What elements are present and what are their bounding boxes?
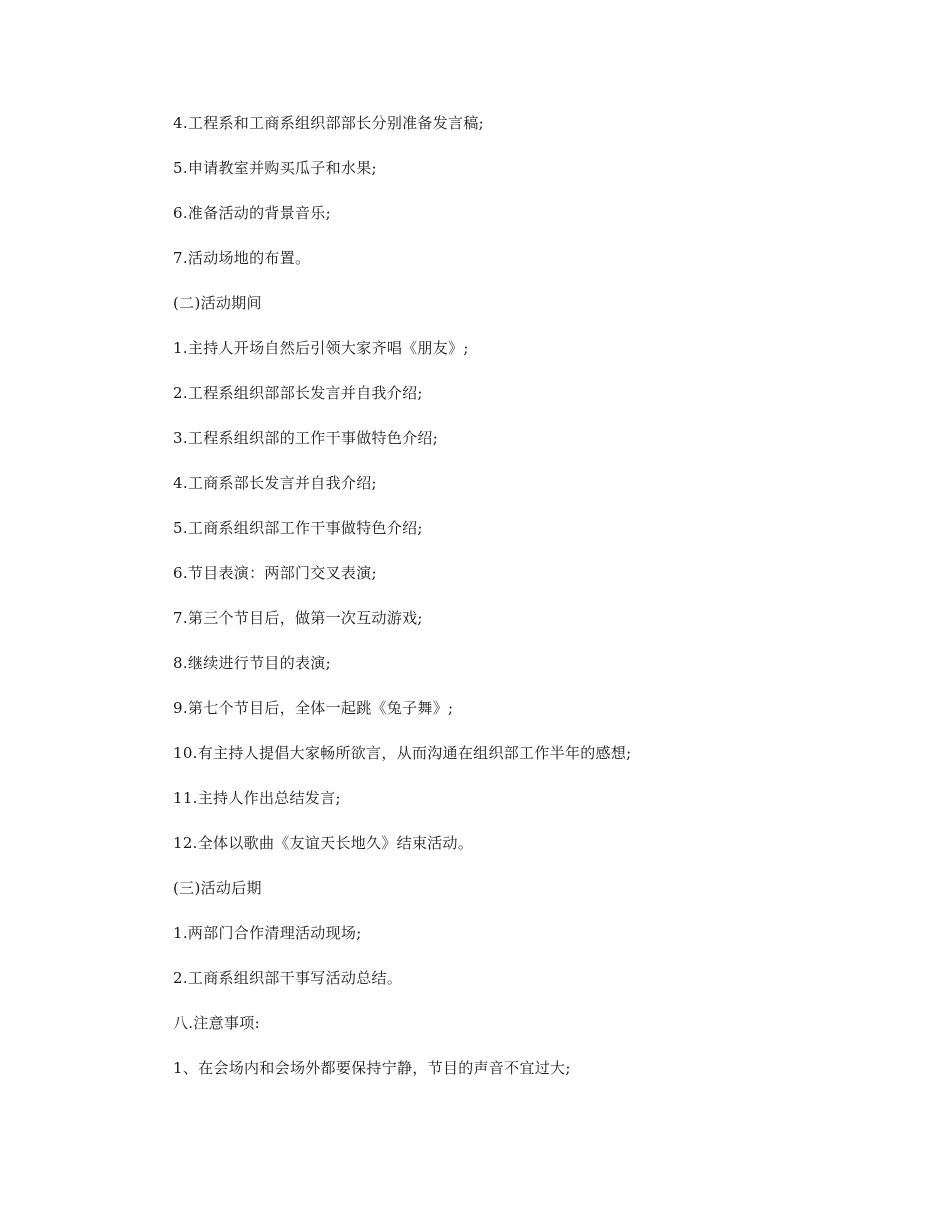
during-item-8: 8.继续进行节目的表演; (173, 654, 331, 672)
after-item-1: 1.两部门合作清理活动现场; (173, 924, 362, 942)
during-item-2: 2.工程系组织部部长发言并自我介绍; (173, 384, 423, 402)
section-heading-notes: 八.注意事项: (173, 1014, 260, 1032)
during-item-5: 5.工商系组织部工作干事做特色介绍; (173, 519, 423, 537)
document-body (173, 110, 873, 1100)
during-item-12: 12.全体以歌曲《友谊天长地久》结束活动。 (173, 834, 474, 852)
after-item-2: 2.工商系组织部干事写活动总结。 (173, 969, 403, 987)
prep-item-7: 7.活动场地的布置。 (173, 249, 311, 267)
during-item-4: 4.工商系部长发言并自我介绍; (173, 474, 377, 492)
during-item-11: 11.主持人作出总结发言; (173, 789, 341, 807)
prep-item-5: 5.申请教室并购买瓜子和水果; (173, 159, 377, 177)
during-item-3: 3.工程系组织部的工作干事做特色介绍; (173, 429, 439, 447)
during-item-9: 9.第七个节目后，全体一起跳《兔子舞》; (173, 699, 454, 717)
during-item-6: 6.节目表演：两部门交叉表演; (173, 564, 377, 582)
notes-item-1: 1、在会场内和会场外都要保持宁静，节目的声音不宜过大; (173, 1059, 571, 1077)
during-item-10: 10.有主持人提倡大家畅所欲言，从而沟通在组织部工作半年的感想; (173, 744, 632, 762)
prep-item-4: 4.工程系和工商系组织部部长分别准备发言稿; (173, 114, 484, 132)
during-item-7: 7.第三个节目后，做第一次互动游戏; (173, 609, 423, 627)
section-heading-during: (二)活动期间 (173, 294, 262, 312)
section-heading-after: (三)活动后期 (173, 879, 262, 897)
during-item-1: 1.主持人开场自然后引领大家齐唱《朋友》; (173, 339, 469, 357)
prep-item-6: 6.准备活动的背景音乐; (173, 204, 331, 222)
